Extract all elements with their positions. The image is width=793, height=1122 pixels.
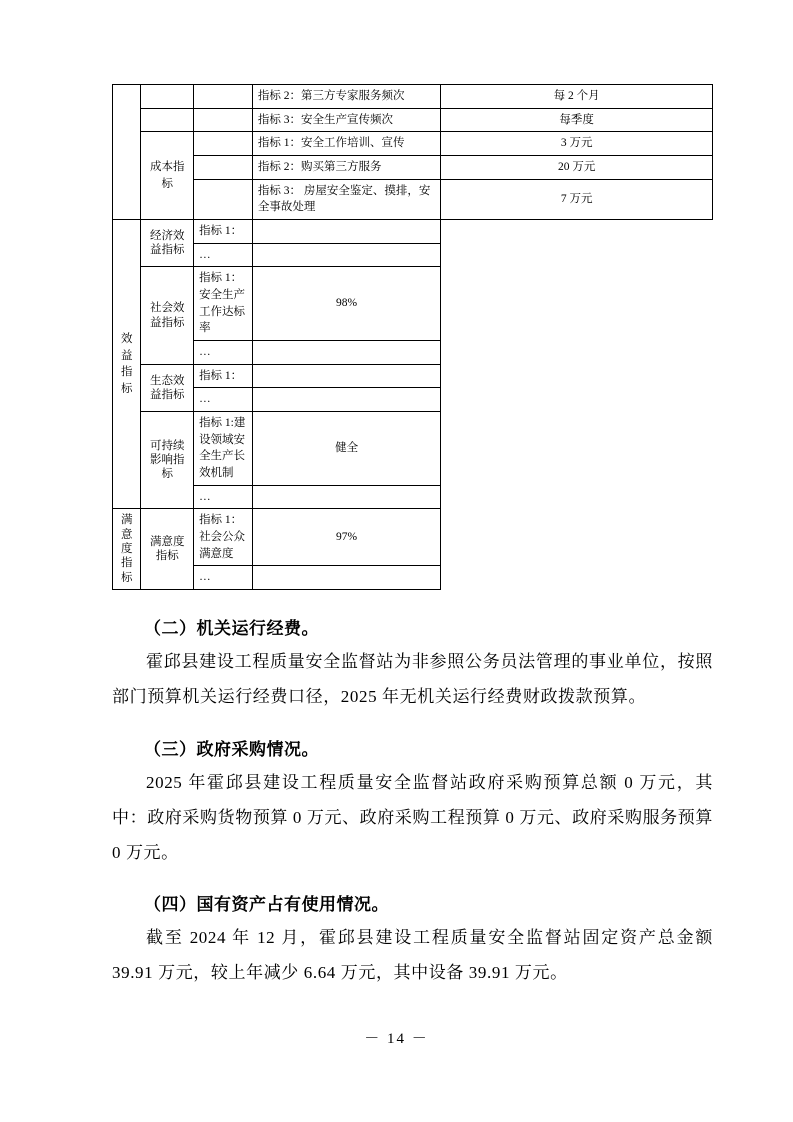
table-row [113,388,713,412]
indicator-group-blank-1 [194,85,253,109]
indicator-name: 指标 1： [194,220,253,244]
table-row [113,509,713,566]
indicator-value: 3 万元 [441,132,713,156]
table-row [113,132,713,156]
indicator-value: 每季度 [441,108,713,132]
table-row [113,341,713,365]
indicator-value [252,566,441,590]
satisfaction-inner-label: 满意度指标 [141,509,194,590]
indicator-value [252,341,441,365]
table-row [113,156,713,180]
economic-benefit-label: 经济效益指标 [141,220,194,267]
table-row [113,85,713,109]
cost-indicator-label: 成本指标 [141,132,194,220]
table-row [113,412,713,486]
indicator-name: 指标 1： [194,364,253,388]
indicator-value [252,388,441,412]
indicator-name: … [194,485,253,509]
section-paragraph-3: 2025 年霍邱县建设工程质量安全监督站政府采购预算总额 0 万元，其中：政府采购货物预算 0 万元、政府采购工程预算 0 万元、政府采购服务预算 0 万元。 [112,772,713,862]
section-paragraph-2: 霍邱县建设工程质量安全监督站为非参照公务员法管理的事业单位，按照部门预算机关运行经费口径，2025 年无机关运行经费财政拨款预算。 [112,652,713,706]
satisfaction-outer-label: 满意度指标 [113,509,141,590]
indicator-subgroup-blank-2 [141,108,194,132]
indicator-name: … [194,566,253,590]
indicator-value [252,243,441,267]
indicator-value: 每 2 个月 [441,85,713,109]
benefit-indicator-label: 效益指标 [113,220,141,509]
indicator-name: 指标 1：安全工作培训、宣传 [252,132,441,156]
table-row [113,485,713,509]
indicator-name: 指标 2：第三方专家服务频次 [252,85,441,109]
indicator-value: 健全 [252,412,441,486]
performance-indicator-table [112,84,713,590]
indicator-name: … [194,243,253,267]
table-row [113,243,713,267]
ecological-benefit-label: 生态效益指标 [141,364,194,411]
indicator-group-blank-2 [194,108,253,132]
table-row [113,267,713,341]
row-group-spacer [113,85,141,220]
indicator-value: 20 万元 [441,156,713,180]
section-heading-3: （三）政府采购情况。 [144,739,319,759]
table-row [113,179,713,219]
indicator-group-blank-3 [194,132,253,156]
table-row [113,220,713,244]
indicator-name: 指标 1:建设领域安全生产长效机制 [194,412,253,486]
indicator-name: 指标 3： 房屋安全鉴定、摸排，安全事故处理 [252,179,441,219]
indicator-value [252,220,441,244]
indicator-group-blank-4 [194,156,253,180]
indicator-value: 98% [252,267,441,341]
indicator-value: 7 万元 [441,179,713,219]
indicator-name: 指标 3：安全生产宣传频次 [252,108,441,132]
table-row [113,566,713,590]
indicator-group-blank-5 [194,179,253,219]
indicator-name: 指标 2：购买第三方服务 [252,156,441,180]
social-benefit-label: 社会效益指标 [141,267,194,364]
indicator-value: 97% [252,509,441,566]
indicator-subgroup-blank-1 [141,85,194,109]
page-number: － 14 － [364,1031,429,1047]
section-paragraph-4: 截至 2024 年 12 月，霍邱县建设工程质量安全监督站固定资产总金额 39.91 万元，较上年减少 6.64 万元，其中设备 39.91 万元。 [112,928,713,983]
indicator-value [252,485,441,509]
indicator-name: … [194,388,253,412]
section-heading-4: （四）国有资产占有使用情况。 [144,895,389,915]
indicator-value [252,364,441,388]
indicator-name: 指标 1：安全生产工作达标率 [194,267,253,341]
table-row [113,364,713,388]
table-row [113,108,713,132]
indicator-name: … [194,341,253,365]
sustainability-impact-label: 可持续影响指标 [141,412,194,509]
section-heading-2: （二）机关运行经费。 [144,619,319,639]
indicator-name: 指标 1：社会公众满意度 [194,509,253,566]
